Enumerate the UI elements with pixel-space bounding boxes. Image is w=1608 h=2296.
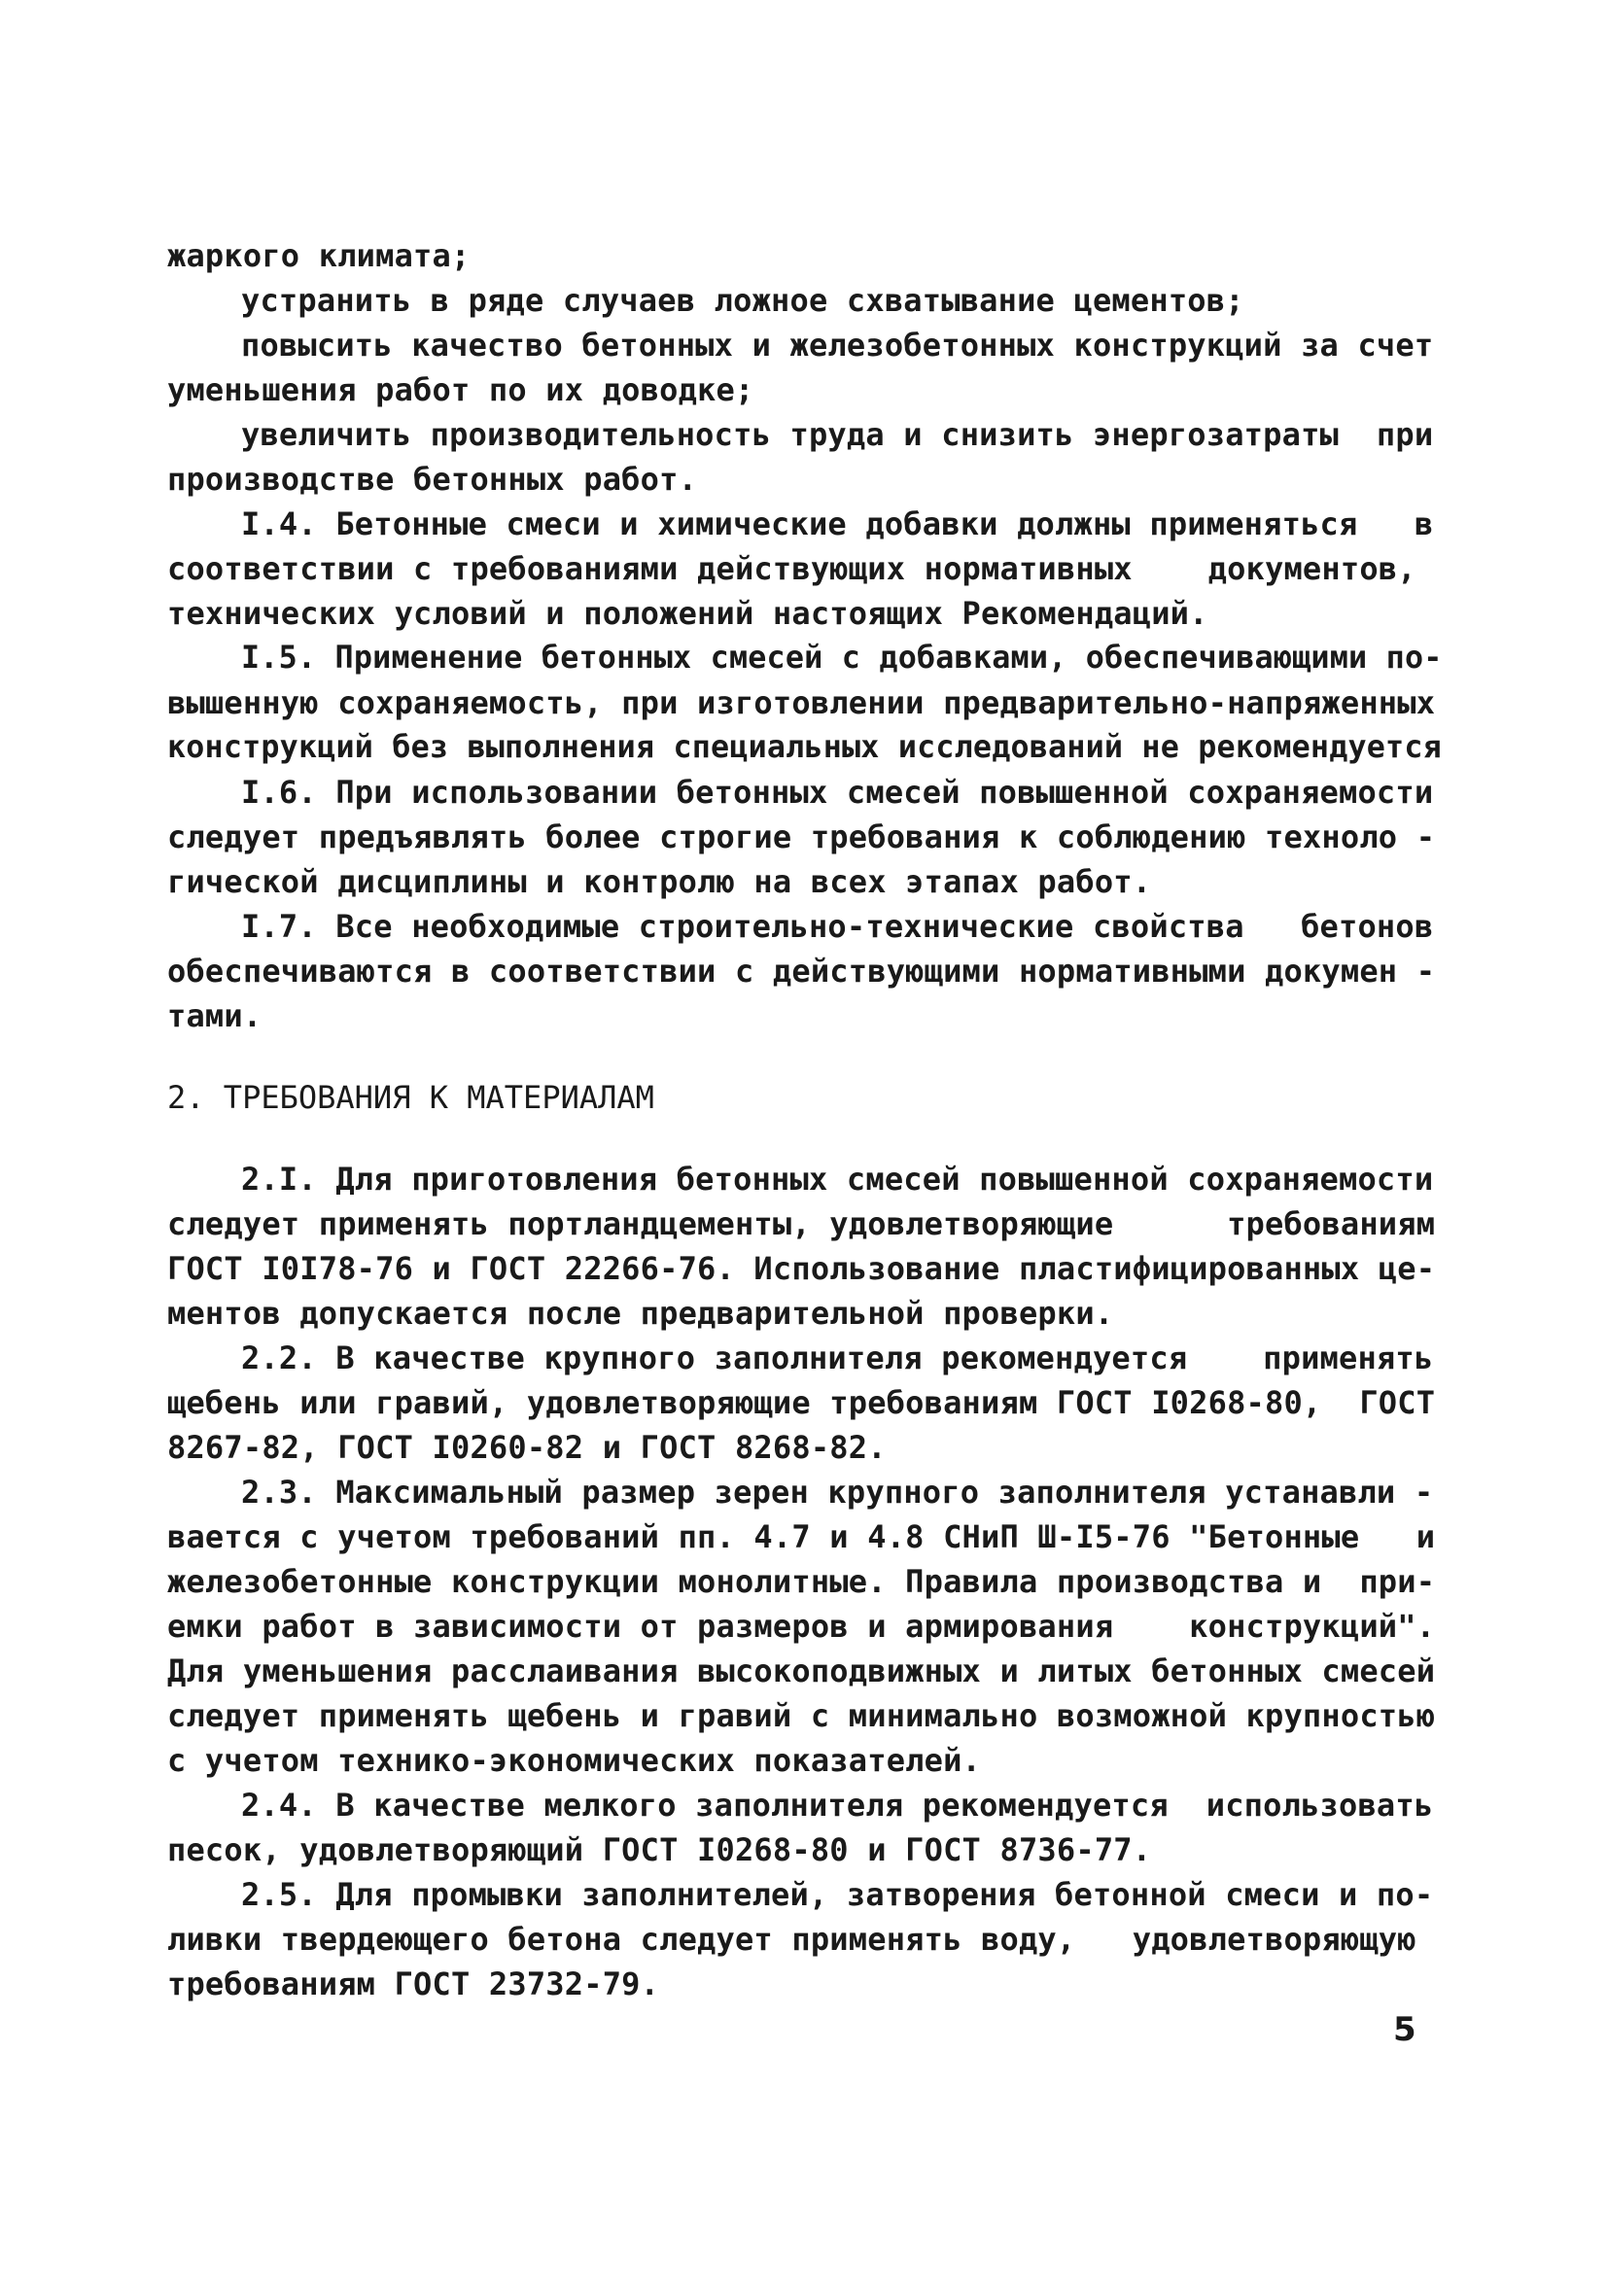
paragraph-2-3-line: 2.3. Максимальный размер зерен крупного заполнителя устанавли - — [241, 1474, 1434, 1511]
paragraph-2-2-line: 2.2. В качестве крупного заполнителя рекомендуется применять — [241, 1339, 1434, 1376]
paragraph-2-3-line: железобетонные конструкции монолитные. Правила производства и при- — [167, 1563, 1436, 1600]
page-number: 5 — [1393, 2010, 1416, 2049]
paragraph-2-5-line: ливки твердеющего бетона следует применять воду, удовлетворяющую — [167, 1921, 1416, 1958]
text-line: уменьшения работ по их доводке; — [167, 371, 754, 408]
text-line: увеличить производительность труда и снизить энергозатраты при — [241, 416, 1434, 453]
paragraph-2-3-line: следует применять щебень и гравий с минимально возможной крупностью — [167, 1697, 1436, 1734]
paragraph-1-5-line: конструкций без выполнения специальных исследований не рекомендуется — [167, 730, 1442, 765]
paragraph-2-3-line: вается с учетом требований пп. 4.7 и 4.8 СНиП Ш-I5-76 "Бетонные и — [167, 1518, 1436, 1555]
text-line: жаркого климата; — [167, 237, 471, 274]
paragraph-1-6-line: I.6. При использовании бетонных смесей повышенной сохраняемости — [241, 774, 1434, 811]
section-heading: 2. ТРЕБОВАНИЯ К МАТЕРИАЛАМ — [167, 1079, 654, 1116]
paragraph-2-1-line: ГОСТ I0I78-76 и ГОСТ 22266-76. Использование пластифицированных це- — [167, 1250, 1436, 1287]
paragraph-2-3-line: Для уменьшения расслаивания высокоподвижных и литых бетонных смесей — [167, 1652, 1436, 1689]
paragraph-2-3-line: с учетом технико-экономических показателей. — [167, 1742, 982, 1779]
paragraph-1-4-line: технических условий и положений настоящих Рекомендаций. — [167, 595, 1208, 632]
paragraph-2-2-line: щебень или гравий, удовлетворяющие требованиям ГОСТ I0268-80, ГОСТ — [167, 1384, 1436, 1421]
document-page — [167, 233, 1443, 2006]
paragraph-2-5-line: 2.5. Для промывки заполнителей, затворения бетонной смеси и по- — [241, 1876, 1434, 1913]
paragraph-2-2-line: 8267-82, ГОСТ I0260-82 и ГОСТ 8268-82. — [167, 1429, 887, 1466]
paragraph-2-1-line: ментов допускается после предварительной проверки. — [167, 1295, 1114, 1332]
paragraph-1-7-line: тами. — [167, 997, 262, 1034]
text-line: повысить качество бетонных и железобетонных конструкций за счет — [241, 327, 1434, 364]
paragraph-1-7-line: I.7. Все необходимые строительно-технические свойства бетонов — [241, 908, 1434, 945]
paragraph-2-4-line: песок, удовлетворяющий ГОСТ I0268-80 и ГОСТ 8736-77. — [167, 1831, 1152, 1868]
paragraph-2-3-line: емки работ в зависимости от размеров и армирования конструкций". — [167, 1608, 1436, 1645]
paragraph-1-6-line: следует предъявлять более строгие требования к соблюдению техноло - — [167, 818, 1436, 855]
text-line: устранить в ряде случаев ложное схватывание цементов; — [241, 282, 1244, 319]
paragraph-1-4-line: I.4. Бетонные смеси и химические добавки должны применяться в — [241, 505, 1434, 542]
paragraph-2-5-line: требованиям ГОСТ 23732-79. — [167, 1966, 660, 2002]
paragraph-1-5-line: I.5. Применение бетонных смесей с добавками, обеспечивающими по- — [241, 641, 1443, 676]
paragraph-1-5-line: вышенную сохраняемость, при изготовлении предварительно-напряженных — [167, 684, 1436, 721]
paragraph-1-7-line: обеспечиваются в соответствии с действующими нормативными докумен - — [167, 953, 1436, 990]
paragraph-2-4-line: 2.4. В качестве мелкого заполнителя рекомендуется использовать — [241, 1787, 1434, 1824]
paragraph-2-1-line: следует применять портландцементы, удовлетворяющие требованиям — [167, 1205, 1436, 1242]
text-line: производстве бетонных работ. — [167, 461, 698, 498]
paragraph-1-6-line: гической дисциплины и контролю на всех этапах работ. — [167, 863, 1152, 900]
paragraph-2-1-line: 2.I. Для приготовления бетонных смесей повышенной сохраняемости — [241, 1161, 1434, 1198]
paragraph-1-4-line: соответствии с требованиями действующих нормативных документов, — [167, 550, 1416, 587]
